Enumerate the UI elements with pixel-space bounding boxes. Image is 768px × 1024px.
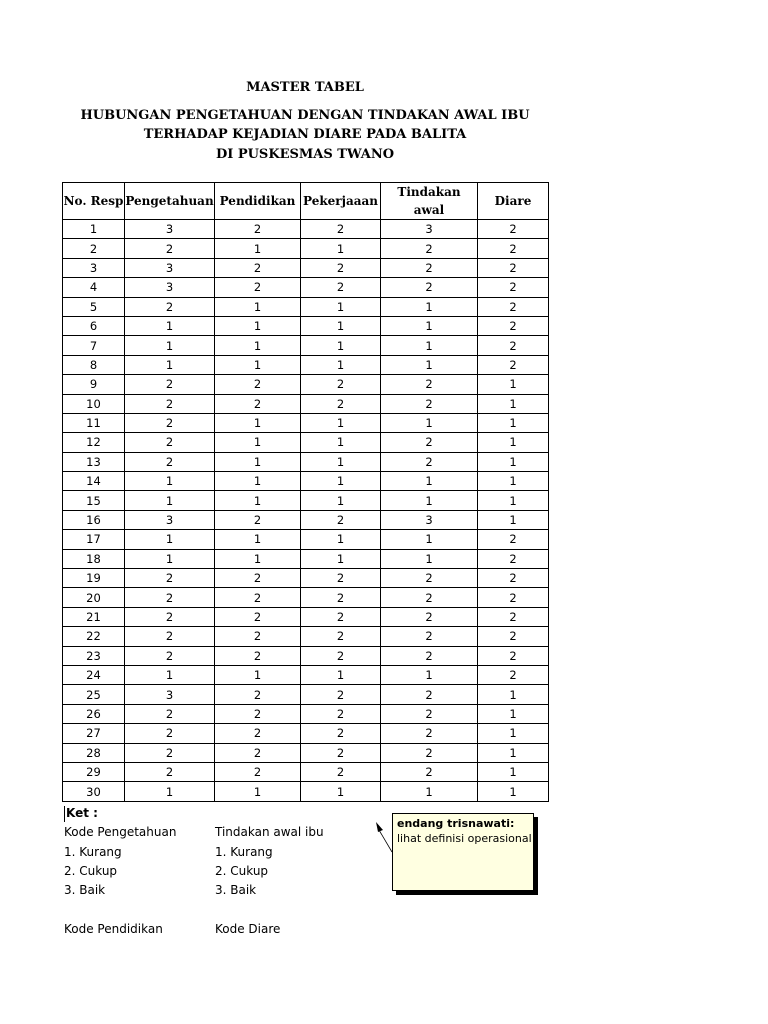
table-cell: 2	[125, 452, 215, 471]
table-cell: 2	[478, 646, 549, 665]
tindakan-code-title: Tindakan awal ibu	[215, 825, 324, 839]
table-cell: 2	[478, 588, 549, 607]
table-cell: 1	[301, 530, 381, 549]
table-cell: 1	[301, 549, 381, 568]
table-cell: 2	[478, 607, 549, 626]
table-cell: 2	[381, 452, 478, 471]
table-cell: 2	[381, 258, 478, 277]
table-cell: 2	[215, 704, 301, 723]
table-row	[63, 336, 549, 355]
page-title: MASTER TABEL	[246, 80, 364, 95]
table-cell: 2	[125, 297, 215, 316]
table-cell: 2	[478, 220, 549, 239]
table-cell: 2	[381, 394, 478, 413]
table-cell: 15	[63, 491, 125, 510]
table-cell: 3	[125, 685, 215, 704]
table-cell: 2	[381, 762, 478, 781]
table-cell: 13	[63, 452, 125, 471]
table-cell: 1	[478, 433, 549, 452]
table-cell: 1	[215, 239, 301, 258]
table-row	[63, 685, 549, 704]
table-cell: 2	[215, 258, 301, 277]
table-cell: 2	[381, 607, 478, 626]
table-cell: 1	[478, 413, 549, 432]
table-cell: 3	[125, 220, 215, 239]
table-cell: 1	[381, 297, 478, 316]
table-cell: 2	[301, 394, 381, 413]
table-cell: 1	[215, 549, 301, 568]
table-cell: 28	[63, 743, 125, 762]
table-cell: 2	[125, 762, 215, 781]
table-row	[63, 646, 549, 665]
table-cell: 1	[381, 530, 478, 549]
table-cell: 1	[215, 472, 301, 491]
table-cell: 2	[381, 704, 478, 723]
table-cell: 1	[478, 375, 549, 394]
comment-text: lihat definisi operasional	[397, 832, 532, 845]
table-cell: 1	[478, 510, 549, 529]
table-cell: 1	[301, 297, 381, 316]
table-cell: 1	[381, 665, 478, 684]
column-header-pendidikan: Pendidikan	[215, 183, 301, 220]
table-row	[63, 510, 549, 529]
table-cell: 3	[381, 220, 478, 239]
table-cell: 2	[301, 375, 381, 394]
table-cell: 1	[381, 472, 478, 491]
table-cell: 30	[63, 782, 125, 801]
table-cell: 1	[478, 452, 549, 471]
table-cell: 12	[63, 433, 125, 452]
table-cell: 2	[125, 588, 215, 607]
table-row	[63, 782, 549, 801]
table-cell: 2	[301, 220, 381, 239]
table-cell: 2	[215, 724, 301, 743]
table-cell: 1	[125, 530, 215, 549]
table-cell: 1	[301, 316, 381, 335]
table-cell: 2	[301, 569, 381, 588]
table-cell: 11	[63, 413, 125, 432]
table-cell: 1	[381, 316, 478, 335]
table-cell: 1	[478, 724, 549, 743]
table-cell: 2	[215, 607, 301, 626]
table-body	[63, 220, 549, 802]
table-cell: 1	[301, 413, 381, 432]
table-cell: 2	[215, 588, 301, 607]
table-cell: 2	[125, 394, 215, 413]
table-cell: 3	[63, 258, 125, 277]
table-cell: 2	[478, 258, 549, 277]
table-cell: 2	[215, 569, 301, 588]
pengetahuan-code-item: 2. Cukup	[64, 864, 118, 878]
table-row	[63, 743, 549, 762]
table-cell: 2	[125, 704, 215, 723]
table-cell: 2	[381, 588, 478, 607]
table-cell: 2	[381, 724, 478, 743]
table-cell: 1	[215, 665, 301, 684]
table-row	[63, 433, 549, 452]
table-cell: 2	[478, 569, 549, 588]
table-cell: 1	[301, 452, 381, 471]
table-cell: 1	[215, 316, 301, 335]
table-cell: 1	[215, 530, 301, 549]
table-cell: 1	[63, 220, 125, 239]
table-cell: 2	[215, 220, 301, 239]
table-cell: 2	[215, 685, 301, 704]
table-cell: 2	[478, 530, 549, 549]
pendidikan-code-title: Kode Pendidikan	[64, 922, 163, 936]
table-cell: 2	[125, 433, 215, 452]
table-cell: 9	[63, 375, 125, 394]
table-cell: 2	[478, 355, 549, 374]
column-header-no-resp: No. Resp	[63, 183, 125, 220]
table-cell: 1	[301, 336, 381, 355]
table-cell: 1	[125, 782, 215, 801]
table-cell: 1	[381, 491, 478, 510]
table-cell: 1	[478, 743, 549, 762]
table-cell: 26	[63, 704, 125, 723]
table-cell: 2	[125, 413, 215, 432]
table-row	[63, 704, 549, 723]
table-cell: 1	[215, 433, 301, 452]
table-cell: 1	[478, 782, 549, 801]
pengetahuan-code-item: 3. Baik	[64, 883, 106, 897]
table-cell: 23	[63, 646, 125, 665]
table-cell: 18	[63, 549, 125, 568]
tindakan-code-item: 2. Cukup	[215, 864, 269, 878]
subtitle-line-1: HUBUNGAN PENGETAHUAN DENGAN TINDAKAN AWAL IBU	[80, 108, 530, 123]
table-row	[63, 413, 549, 432]
table-row	[63, 762, 549, 781]
table-cell: 2	[125, 627, 215, 646]
table-cell: 5	[63, 297, 125, 316]
table-row	[63, 355, 549, 374]
table-cell: 6	[63, 316, 125, 335]
ket-label: Ket :	[66, 806, 98, 820]
table-cell: 17	[63, 530, 125, 549]
text-cursor	[64, 806, 65, 822]
table-cell: 2	[125, 569, 215, 588]
table-cell: 2	[215, 394, 301, 413]
table-row	[63, 220, 549, 239]
table-row	[63, 549, 549, 568]
table-cell: 2	[381, 239, 478, 258]
pengetahuan-code-item: 1. Kurang	[64, 845, 122, 859]
table-cell: 1	[301, 491, 381, 510]
table-cell: 1	[125, 665, 215, 684]
table-cell: 1	[125, 316, 215, 335]
table-header-row	[63, 183, 549, 220]
table-cell: 2	[215, 375, 301, 394]
table-row	[63, 316, 549, 335]
table-cell: 1	[301, 782, 381, 801]
table-cell: 1	[215, 336, 301, 355]
table-row	[63, 258, 549, 277]
table-cell: 1	[478, 704, 549, 723]
table-cell: 14	[63, 472, 125, 491]
table-cell: 3	[125, 258, 215, 277]
table-row	[63, 627, 549, 646]
table-cell: 1	[125, 549, 215, 568]
table-cell: 2	[215, 627, 301, 646]
table-cell: 2	[381, 743, 478, 762]
table-cell: 1	[125, 491, 215, 510]
table-cell: 2	[125, 646, 215, 665]
table-cell: 2	[381, 627, 478, 646]
table-cell: 2	[381, 685, 478, 704]
table-cell: 2	[301, 646, 381, 665]
table-cell: 2	[381, 278, 478, 297]
table-cell: 2	[215, 743, 301, 762]
table-row	[63, 569, 549, 588]
table-row	[63, 530, 549, 549]
table-cell: 1	[478, 491, 549, 510]
table-cell: 2	[478, 278, 549, 297]
table-row	[63, 491, 549, 510]
table-row	[63, 375, 549, 394]
table-cell: 2	[301, 588, 381, 607]
table-cell: 2	[125, 239, 215, 258]
table-row	[63, 588, 549, 607]
table-cell: 2	[125, 724, 215, 743]
table-cell: 1	[215, 355, 301, 374]
table-row	[63, 239, 549, 258]
table-cell: 1	[301, 355, 381, 374]
table-cell: 1	[478, 685, 549, 704]
table-cell: 1	[215, 491, 301, 510]
table-cell: 2	[381, 646, 478, 665]
table-cell: 29	[63, 762, 125, 781]
table-cell: 1	[381, 549, 478, 568]
table-row	[63, 452, 549, 471]
table-cell: 2	[301, 607, 381, 626]
table-row	[63, 665, 549, 684]
table-cell: 2	[125, 375, 215, 394]
table-cell: 2	[478, 297, 549, 316]
table-row	[63, 607, 549, 626]
table-cell: 2	[215, 278, 301, 297]
table-row	[63, 297, 549, 316]
master-table	[62, 182, 549, 802]
column-header-pengetahuan: Pengetahuan	[125, 183, 215, 220]
table-cell: 27	[63, 724, 125, 743]
table-cell: 1	[381, 413, 478, 432]
table-cell: 3	[125, 278, 215, 297]
table-cell: 1	[215, 452, 301, 471]
table-cell: 2	[301, 627, 381, 646]
table-cell: 2	[301, 704, 381, 723]
table-cell: 1	[215, 413, 301, 432]
table-cell: 2	[63, 239, 125, 258]
table-cell: 1	[478, 762, 549, 781]
table-row	[63, 278, 549, 297]
column-header-diare: Diare	[478, 183, 549, 220]
comment-author: endang trisnawati:	[397, 817, 515, 830]
table-cell: 2	[478, 239, 549, 258]
table-cell: 4	[63, 278, 125, 297]
table-cell: 2	[381, 569, 478, 588]
table-cell: 1	[301, 239, 381, 258]
column-header-pekerjaan: Pekerjaaan	[301, 183, 381, 220]
table-cell: 1	[381, 355, 478, 374]
table-cell: 2	[301, 762, 381, 781]
table-row	[63, 394, 549, 413]
table-cell: 1	[125, 472, 215, 491]
column-header-tindakan-awal: Tindakan awal	[381, 183, 478, 220]
table-cell: 1	[301, 472, 381, 491]
table-cell: 10	[63, 394, 125, 413]
table-cell: 2	[125, 607, 215, 626]
table-cell: 16	[63, 510, 125, 529]
table-cell: 2	[215, 510, 301, 529]
table-cell: 2	[215, 762, 301, 781]
table-cell: 1	[301, 665, 381, 684]
table-cell: 25	[63, 685, 125, 704]
table-cell: 1	[301, 433, 381, 452]
diare-code-title: Kode Diare	[215, 922, 281, 936]
table-cell: 19	[63, 569, 125, 588]
table-cell: 1	[478, 394, 549, 413]
table-cell: 2	[301, 510, 381, 529]
table-cell: 1	[215, 297, 301, 316]
table-cell: 1	[381, 782, 478, 801]
table-cell: 2	[478, 336, 549, 355]
tindakan-code-item: 3. Baik	[215, 883, 257, 897]
table-cell: 2	[301, 685, 381, 704]
table-cell: 1	[215, 782, 301, 801]
table-cell: 3	[381, 510, 478, 529]
table-cell: 20	[63, 588, 125, 607]
table-cell: 1	[125, 336, 215, 355]
table-cell: 2	[301, 258, 381, 277]
table-cell: 2	[125, 743, 215, 762]
table-cell: 24	[63, 665, 125, 684]
table-cell: 2	[215, 646, 301, 665]
table-cell: 22	[63, 627, 125, 646]
table-cell: 2	[301, 743, 381, 762]
subtitle-line-3: DI PUSKESMAS TWANO	[215, 147, 395, 162]
table-cell: 1	[478, 472, 549, 491]
table-cell: 2	[478, 665, 549, 684]
table-cell: 8	[63, 355, 125, 374]
table-cell: 1	[381, 336, 478, 355]
tindakan-code-item: 1. Kurang	[215, 845, 273, 859]
table-cell: 7	[63, 336, 125, 355]
table-cell: 2	[301, 724, 381, 743]
comment-note[interactable]	[392, 813, 534, 891]
table-cell: 2	[478, 627, 549, 646]
table-cell: 21	[63, 607, 125, 626]
table-cell: 2	[381, 375, 478, 394]
table-cell: 1	[125, 355, 215, 374]
table-cell: 2	[301, 278, 381, 297]
pengetahuan-code-title: Kode Pengetahuan	[64, 825, 177, 839]
table-cell: 2	[381, 433, 478, 452]
table-cell: 3	[125, 510, 215, 529]
table-row	[63, 472, 549, 491]
table-cell: 2	[478, 316, 549, 335]
subtitle-line-2: TERHADAP KEJADIAN DIARE PADA BALITA	[143, 127, 467, 142]
table-row	[63, 724, 549, 743]
table-cell: 2	[478, 549, 549, 568]
